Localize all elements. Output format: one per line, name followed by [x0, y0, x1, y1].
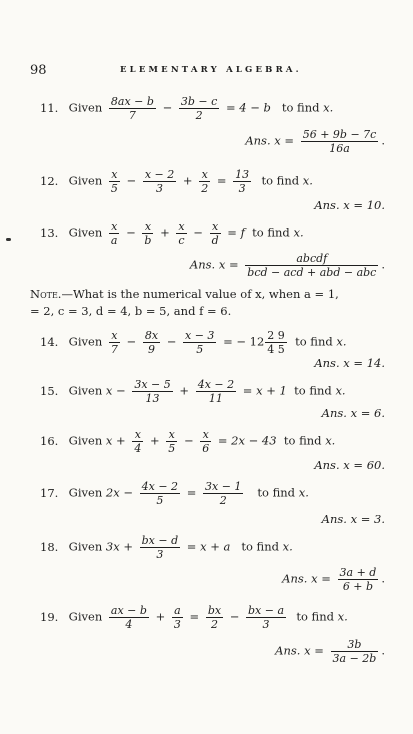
- math-text: x =: [274, 133, 295, 148]
- problem-18: [40, 534, 293, 561]
- math-text: .: [381, 133, 385, 148]
- math-text: =: [186, 485, 197, 500]
- math-text: +: [149, 433, 160, 448]
- denominator: bcd − acd + abd − abc: [247, 266, 377, 279]
- answer-19: [275, 638, 385, 665]
- numerator: bx − d: [141, 534, 179, 547]
- math-text: to find: [261, 173, 300, 188]
- math-text: = x + a: [186, 539, 231, 554]
- problem-17: [40, 480, 309, 507]
- math-text: x.: [337, 609, 348, 624]
- denominator: 7: [110, 343, 118, 356]
- math-text: −: [229, 609, 240, 624]
- answer-18: [282, 566, 385, 593]
- denominator: 3: [238, 182, 246, 195]
- problem-number: 16.: [40, 433, 59, 448]
- numerator: x: [200, 428, 211, 442]
- denominator: b: [144, 234, 152, 247]
- numerator: 3a + d: [339, 566, 377, 579]
- math-text: .: [381, 257, 385, 272]
- denominator: 16a: [329, 142, 350, 155]
- math-text: +: [179, 383, 190, 398]
- numerator: x: [210, 220, 221, 234]
- math-text: = x + 1: [242, 383, 287, 398]
- problem-number: 13.: [40, 225, 59, 240]
- numerator: x − 3: [185, 329, 215, 342]
- numerator: 8ax − b: [110, 95, 154, 108]
- math-text: x.: [335, 383, 346, 398]
- math-text: [206, 604, 223, 631]
- denominator: 2: [201, 182, 209, 195]
- math-text: x.: [298, 485, 309, 500]
- problem-19: [40, 604, 348, 631]
- numerator: x: [109, 220, 120, 234]
- math-text: Given: [68, 539, 103, 554]
- math-text: −: [193, 225, 203, 240]
- math-text: [109, 329, 120, 356]
- math-text: Given: [68, 173, 103, 188]
- fraction: [179, 95, 219, 122]
- given-word: Given: [68, 100, 103, 115]
- math-text: to find: [257, 485, 296, 500]
- numerator: a: [172, 604, 183, 618]
- numerator: x: [109, 168, 120, 182]
- denominator: a: [110, 234, 118, 247]
- math-text: [132, 378, 172, 405]
- problem-12: [40, 168, 313, 195]
- numerator: x: [178, 220, 185, 233]
- denominator: 11: [208, 392, 223, 405]
- numerator: ax − b: [110, 604, 147, 617]
- math-text: x −: [105, 383, 126, 398]
- math-text: to find: [252, 225, 290, 240]
- math-text: x.: [325, 433, 336, 448]
- math-text: [331, 638, 379, 665]
- problem-number: 18.: [40, 539, 59, 554]
- denominator: 5: [196, 343, 204, 356]
- problem-number: 11.: [40, 100, 59, 115]
- math-text: [265, 329, 287, 356]
- problem-number: 15.: [40, 383, 59, 398]
- numerator: 3x − 1: [205, 480, 242, 493]
- math-text: Given: [68, 225, 103, 240]
- problem-16: [40, 428, 335, 455]
- math-text: = 2x − 43: [217, 433, 277, 448]
- math-text: Given: [68, 433, 103, 448]
- math-text: [166, 428, 177, 455]
- problem-number: 19.: [40, 609, 59, 624]
- math-text: —What is the numerical value of x, when a = 1,: [61, 287, 339, 301]
- math-text: = f: [227, 225, 245, 240]
- rhs: = 4 − b: [225, 100, 271, 115]
- denominator: 6 + b: [342, 580, 374, 593]
- math-text: [338, 566, 379, 593]
- denominator: 3: [156, 182, 164, 195]
- denominator: 4: [134, 442, 142, 455]
- note-line-1: [30, 287, 339, 301]
- numerator: 3x − 5: [134, 378, 171, 391]
- math-text: x +: [105, 433, 126, 448]
- math-text: x =: [311, 571, 331, 586]
- math-text: [199, 168, 210, 195]
- numerator: x: [166, 428, 177, 442]
- page-number: 98: [30, 63, 47, 78]
- math-text: [176, 220, 186, 247]
- find-text: to find: [281, 100, 320, 115]
- ink-speck: [6, 238, 11, 241]
- problem-15: [40, 378, 346, 405]
- math-text: x =: [304, 643, 324, 658]
- math-text: [245, 252, 378, 279]
- math-text: to find: [241, 539, 279, 554]
- note-label: Note.: [30, 287, 62, 301]
- denominator: 13: [145, 392, 160, 405]
- denominator: 5: [168, 442, 176, 455]
- math-text: x.: [336, 334, 347, 349]
- denominator: 7: [128, 109, 136, 122]
- math-text: [203, 480, 243, 507]
- math-text: +: [160, 225, 170, 240]
- denominator: 5: [110, 182, 118, 195]
- math-text: [140, 480, 180, 507]
- math-text: x.: [293, 225, 304, 240]
- numerator: bx − a: [248, 604, 285, 617]
- numerator: x: [109, 329, 120, 343]
- math-text: x.: [302, 173, 313, 188]
- math-text: +: [155, 609, 166, 624]
- numerator: 4x − 2: [141, 480, 179, 493]
- math-text: Given: [68, 485, 103, 500]
- denominator: 2: [210, 618, 218, 631]
- problem-13: [40, 220, 304, 247]
- numerator: x: [199, 168, 210, 182]
- math-text: Given: [68, 383, 103, 398]
- problem-number: 14.: [40, 334, 59, 349]
- math-text: Ans.: [282, 571, 308, 586]
- denominator: 2: [195, 109, 203, 122]
- answer-14: Ans. x = 14.: [314, 356, 385, 370]
- numerator: x − 2: [144, 168, 175, 181]
- answer-11: [245, 128, 385, 155]
- math-text: [246, 604, 286, 631]
- math-text: [109, 604, 149, 631]
- math-text: [233, 168, 251, 195]
- fraction: [301, 128, 379, 155]
- running-title: ELEMENTARY ALGEBRA.: [120, 65, 302, 75]
- math-text: −: [166, 334, 177, 349]
- answer-13: [190, 252, 385, 279]
- denominator: 2: [219, 494, 227, 507]
- math-text: −: [126, 173, 137, 188]
- answer-15: Ans. x = 6.: [321, 406, 385, 420]
- math-text: [143, 329, 160, 356]
- answer-17: Ans. x = 3.: [321, 512, 385, 526]
- math-text: to find: [296, 609, 334, 624]
- numerator: x: [142, 220, 153, 234]
- math-text: [172, 604, 183, 631]
- math-text: [140, 534, 181, 561]
- denominator: 3: [262, 618, 270, 631]
- denominator: 9: [147, 343, 155, 356]
- math-text: to find: [283, 433, 322, 448]
- math-text: +: [182, 173, 193, 188]
- problem-11: [40, 95, 333, 122]
- math-text: 3x +: [105, 539, 133, 554]
- math-text: Given: [68, 334, 103, 349]
- math-text: −: [126, 334, 137, 349]
- numerator: bx: [207, 604, 222, 617]
- math-text: x =: [218, 257, 239, 272]
- math-text: [132, 428, 143, 455]
- math-text: = − 12: [223, 334, 265, 349]
- math-text: [143, 168, 176, 195]
- denominator: 4 5: [267, 343, 285, 356]
- math-text: Given: [68, 609, 103, 624]
- denominator: 6: [202, 442, 210, 455]
- math-text: Ans.: [245, 133, 271, 148]
- math-text: .: [381, 643, 385, 658]
- page-header: [0, 63, 413, 79]
- fraction: [109, 95, 156, 122]
- math-text: [200, 428, 211, 455]
- numerator: x: [132, 428, 143, 442]
- numerator: 3b − c: [180, 95, 218, 108]
- numerator: abcdf: [245, 252, 378, 266]
- answer-16: Ans. x = 60.: [314, 458, 385, 472]
- math-text: x.: [282, 539, 293, 554]
- problem-14: [40, 329, 347, 356]
- denominator: 5: [156, 494, 164, 507]
- math-text: 2x −: [105, 485, 133, 500]
- math-text: −: [183, 433, 194, 448]
- numerator: 13: [235, 168, 250, 181]
- math-text: Ans.: [275, 643, 301, 658]
- answer-12: Ans. x = 10.: [314, 198, 385, 212]
- denominator: 3: [173, 618, 181, 631]
- numerator: 4x − 2: [197, 378, 235, 391]
- math-text: =: [216, 173, 227, 188]
- denominator: c: [178, 234, 185, 247]
- problem-number: 12.: [40, 173, 59, 188]
- math-text: .: [381, 571, 385, 586]
- numerator: 3b: [331, 638, 379, 652]
- denominator: d: [211, 234, 219, 247]
- math-text: [109, 168, 120, 195]
- math-text: −: [126, 225, 136, 240]
- math-text: =: [189, 609, 200, 624]
- problem-number: 17.: [40, 485, 59, 500]
- numerator: 2 9: [267, 329, 285, 342]
- math-text: [196, 378, 236, 405]
- math-text: to find: [295, 334, 333, 349]
- math-text: [183, 329, 216, 356]
- note-line-2: = 2, c = 3, d = 4, b = 5, and f = 6.: [30, 304, 232, 318]
- denominator: 3: [156, 548, 164, 561]
- operator: −: [162, 100, 173, 115]
- denominator: 4: [125, 618, 133, 631]
- math-text: [109, 220, 120, 247]
- math-text: [210, 220, 221, 247]
- numerator: 8x: [144, 329, 159, 342]
- numerator: 56 + 9b − 7c: [302, 128, 377, 141]
- math-text: Ans.: [189, 257, 216, 272]
- variable: x.: [323, 100, 334, 115]
- math-text: to find: [294, 383, 332, 398]
- math-text: [142, 220, 153, 247]
- denominator: 3a − 2b: [332, 652, 377, 665]
